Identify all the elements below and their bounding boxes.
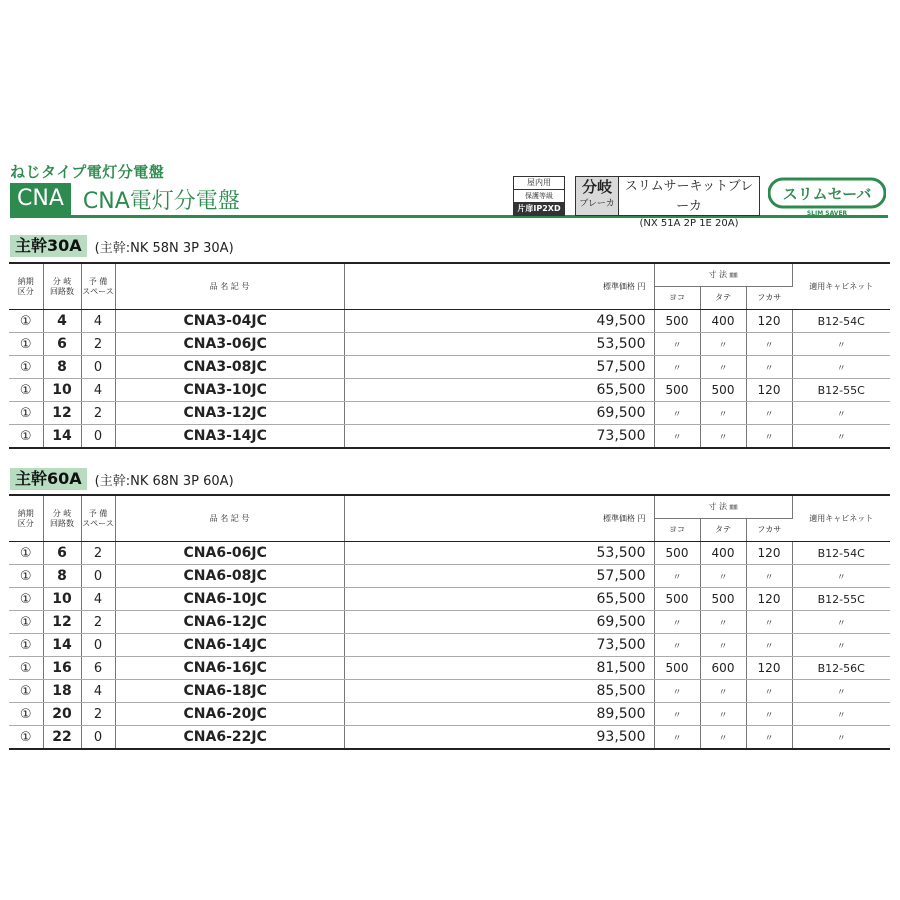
table-row — [9, 611, 890, 634]
yoko-cell: 〃 — [654, 356, 700, 379]
table-row — [9, 634, 890, 657]
table-row — [9, 310, 890, 333]
col-price: 標準価格 円 — [344, 495, 654, 542]
fukasa-cell: 120 — [746, 379, 792, 402]
price-cell: 65,500 — [344, 379, 654, 402]
yoko-cell: 〃 — [654, 565, 700, 588]
yoko-cell: 〃 — [654, 680, 700, 703]
yoko-cell: 〃 — [654, 611, 700, 634]
table-row — [9, 333, 890, 356]
fukasa-cell: 120 — [746, 657, 792, 680]
spare-cell: 4 — [81, 680, 115, 703]
price-cell: 85,500 — [344, 680, 654, 703]
branches-cell: 14 — [43, 634, 81, 657]
branches-cell: 12 — [43, 402, 81, 425]
model-cell: CNA6-12JC — [115, 611, 344, 634]
spare-cell: 0 — [81, 726, 115, 750]
cabinet-cell: 〃 — [792, 703, 890, 726]
tate-cell: 〃 — [700, 703, 746, 726]
branches-cell: 14 — [43, 425, 81, 449]
delivery-cell: ① — [9, 565, 43, 588]
tate-cell: 〃 — [700, 634, 746, 657]
cabinet-cell: 〃 — [792, 634, 890, 657]
cabinet-cell: 〃 — [792, 425, 890, 449]
yoko-cell: 〃 — [654, 703, 700, 726]
cabinet-cell: B12-54C — [792, 310, 890, 333]
tate-cell: 〃 — [700, 565, 746, 588]
branches-cell: 6 — [43, 333, 81, 356]
branch-label: 分岐 — [581, 178, 612, 196]
model-cell: CNA3-14JC — [115, 425, 344, 449]
main-breaker-spec: (主幹:NK 58N 3P 30A) — [94, 240, 234, 256]
series-badge: CNA — [10, 183, 71, 215]
delivery-cell: ① — [9, 634, 43, 657]
table-body — [9, 542, 890, 750]
col-delivery: 納期 区分 — [9, 495, 43, 542]
cabinet-cell: B12-56C — [792, 657, 890, 680]
fukasa-cell: 〃 — [746, 356, 792, 379]
breaker-name: スリムサーキットブレーカ — [624, 179, 754, 214]
fukasa-cell: 120 — [746, 588, 792, 611]
col-yoko: ヨコ — [654, 287, 700, 310]
indoor-label: 屋内用 — [527, 178, 551, 187]
section-badge: 主幹60A — [10, 468, 87, 490]
fukasa-cell: 〃 — [746, 726, 792, 750]
delivery-cell: ① — [9, 379, 43, 402]
yoko-cell: 500 — [654, 379, 700, 402]
table-row — [9, 565, 890, 588]
fukasa-cell: 〃 — [746, 703, 792, 726]
spare-cell: 0 — [81, 356, 115, 379]
col-tate: タテ — [700, 287, 746, 310]
fukasa-cell: 〃 — [746, 425, 792, 449]
table-row — [9, 356, 890, 379]
tate-cell: 〃 — [700, 333, 746, 356]
section-header-60a — [10, 468, 234, 490]
logo-text: スリムセーバ — [782, 185, 872, 203]
col-cabinet: 適用キャビネット — [792, 263, 890, 310]
spare-cell: 2 — [81, 703, 115, 726]
yoko-cell: 500 — [654, 542, 700, 565]
model-cell: CNA6-16JC — [115, 657, 344, 680]
tate-cell: 〃 — [700, 680, 746, 703]
table-row — [9, 425, 890, 449]
breaker-label: ブレーカ — [579, 199, 615, 209]
branches-cell: 12 — [43, 611, 81, 634]
spare-cell: 4 — [81, 310, 115, 333]
model-cell: CNA6-18JC — [115, 680, 344, 703]
col-fukasa: フカサ — [746, 519, 792, 542]
col-yoko: ヨコ — [654, 519, 700, 542]
col-dimensions: 寸 法 ㎜ — [654, 495, 792, 519]
logo-subtext: SLIM SAVER — [806, 210, 848, 216]
table-row — [9, 680, 890, 703]
delivery-cell: ① — [9, 726, 43, 750]
delivery-cell: ① — [9, 657, 43, 680]
col-tate: タテ — [700, 519, 746, 542]
model-cell: CNA3-08JC — [115, 356, 344, 379]
spec-table-30a — [9, 262, 890, 449]
price-cell: 93,500 — [344, 726, 654, 750]
table-row — [9, 542, 890, 565]
model-cell: CNA3-12JC — [115, 402, 344, 425]
cabinet-cell: 〃 — [792, 333, 890, 356]
branches-cell: 18 — [43, 680, 81, 703]
branches-cell: 10 — [43, 588, 81, 611]
branches-cell: 20 — [43, 703, 81, 726]
section-badge: 主幹30A — [10, 235, 87, 257]
model-cell: CNA3-10JC — [115, 379, 344, 402]
table-row — [9, 726, 890, 750]
model-cell: CNA6-22JC — [115, 726, 344, 750]
tate-cell: 400 — [700, 310, 746, 333]
yoko-cell: 500 — [654, 310, 700, 333]
delivery-cell: ① — [9, 542, 43, 565]
col-model: 品 名 記 号 — [115, 263, 344, 310]
cabinet-cell: 〃 — [792, 565, 890, 588]
table-row — [9, 588, 890, 611]
main-breaker-spec: (主幹:NK 68N 3P 60A) — [94, 473, 234, 489]
delivery-cell: ① — [9, 703, 43, 726]
cabinet-cell: 〃 — [792, 356, 890, 379]
tate-cell: 600 — [700, 657, 746, 680]
spare-cell: 2 — [81, 611, 115, 634]
col-branches: 分 岐 回路数 — [43, 495, 81, 542]
col-dimensions: 寸 法 ㎜ — [654, 263, 792, 287]
price-cell: 89,500 — [344, 703, 654, 726]
delivery-cell: ① — [9, 588, 43, 611]
table-row — [9, 657, 890, 680]
model-cell: CNA3-04JC — [115, 310, 344, 333]
fukasa-cell: 〃 — [746, 611, 792, 634]
branches-cell: 8 — [43, 565, 81, 588]
tate-cell: 〃 — [700, 425, 746, 449]
delivery-cell: ① — [9, 425, 43, 449]
yoko-cell: 〃 — [654, 634, 700, 657]
model-cell: CNA6-20JC — [115, 703, 344, 726]
tate-cell: 〃 — [700, 726, 746, 750]
yoko-cell: 〃 — [654, 425, 700, 449]
cabinet-cell: 〃 — [792, 726, 890, 750]
price-cell: 53,500 — [344, 333, 654, 356]
title-row — [10, 183, 240, 215]
cabinet-cell: 〃 — [792, 680, 890, 703]
cabinet-cell: B12-54C — [792, 542, 890, 565]
delivery-cell: ① — [9, 680, 43, 703]
delivery-cell: ① — [9, 611, 43, 634]
cabinet-cell: B12-55C — [792, 379, 890, 402]
table-header — [9, 495, 890, 542]
branch-breaker-box — [575, 176, 760, 229]
tate-cell: 500 — [700, 588, 746, 611]
branches-cell: 22 — [43, 726, 81, 750]
col-spare: 予 備 スペース — [81, 495, 115, 542]
spare-cell: 4 — [81, 379, 115, 402]
price-cell: 53,500 — [344, 542, 654, 565]
spare-cell: 0 — [81, 565, 115, 588]
table-body — [9, 310, 890, 449]
fukasa-cell: 〃 — [746, 634, 792, 657]
col-model: 品 名 記 号 — [115, 495, 344, 542]
tate-cell: 〃 — [700, 611, 746, 634]
branches-cell: 4 — [43, 310, 81, 333]
fukasa-cell: 〃 — [746, 680, 792, 703]
branches-cell: 16 — [43, 657, 81, 680]
fukasa-cell: 〃 — [746, 565, 792, 588]
page-title: CNA電灯分電盤 — [82, 188, 240, 214]
fukasa-cell: 120 — [746, 542, 792, 565]
yoko-cell: 500 — [654, 588, 700, 611]
delivery-cell: ① — [9, 310, 43, 333]
branch-label-cell — [576, 177, 619, 215]
section-header-30a — [10, 235, 234, 257]
delivery-cell: ① — [9, 333, 43, 356]
price-cell: 69,500 — [344, 611, 654, 634]
price-cell: 57,500 — [344, 356, 654, 379]
slim-saver-logo — [768, 176, 886, 216]
price-cell: 57,500 — [344, 565, 654, 588]
branches-cell: 6 — [43, 542, 81, 565]
spare-cell: 2 — [81, 402, 115, 425]
cabinet-cell: 〃 — [792, 402, 890, 425]
spec-table-60a — [9, 494, 890, 750]
breaker-spec: (NX 51A 2P 1E 20A) — [639, 218, 739, 229]
model-cell: CNA6-14JC — [115, 634, 344, 657]
col-branches: 分 岐 回路数 — [43, 263, 81, 310]
fukasa-cell: 〃 — [746, 333, 792, 356]
spare-cell: 2 — [81, 542, 115, 565]
breaker-info-cell — [619, 177, 759, 229]
tate-cell: 〃 — [700, 356, 746, 379]
model-cell: CNA6-10JC — [115, 588, 344, 611]
fukasa-cell: 〃 — [746, 402, 792, 425]
price-cell: 49,500 — [344, 310, 654, 333]
spare-cell: 2 — [81, 333, 115, 356]
table-row — [9, 703, 890, 726]
yoko-cell: 〃 — [654, 402, 700, 425]
spare-cell: 0 — [81, 425, 115, 449]
tate-cell: 〃 — [700, 402, 746, 425]
model-cell: CNA3-06JC — [115, 333, 344, 356]
ip-rating: 片扉IP2XD — [514, 203, 564, 215]
spare-cell: 6 — [81, 657, 115, 680]
table-header — [9, 263, 890, 310]
spare-cell: 4 — [81, 588, 115, 611]
col-fukasa: フカサ — [746, 287, 792, 310]
spare-cell: 0 — [81, 634, 115, 657]
model-cell: CNA6-06JC — [115, 542, 344, 565]
branches-cell: 10 — [43, 379, 81, 402]
delivery-cell: ① — [9, 356, 43, 379]
col-delivery: 納期 区分 — [9, 263, 43, 310]
price-cell: 69,500 — [344, 402, 654, 425]
tate-cell: 500 — [700, 379, 746, 402]
table-row — [9, 379, 890, 402]
yoko-cell: 500 — [654, 657, 700, 680]
price-cell: 65,500 — [344, 588, 654, 611]
table-row — [9, 402, 890, 425]
protection-label: 保護等級 — [514, 189, 564, 203]
col-spare: 予 備 スペース — [81, 263, 115, 310]
col-cabinet: 適用キャビネット — [792, 495, 890, 542]
fukasa-cell: 120 — [746, 310, 792, 333]
branches-cell: 8 — [43, 356, 81, 379]
delivery-cell: ① — [9, 402, 43, 425]
price-cell: 73,500 — [344, 634, 654, 657]
price-cell: 73,500 — [344, 425, 654, 449]
yoko-cell: 〃 — [654, 726, 700, 750]
cabinet-cell: B12-55C — [792, 588, 890, 611]
price-cell: 81,500 — [344, 657, 654, 680]
cabinet-cell: 〃 — [792, 611, 890, 634]
col-price: 標準価格 円 — [344, 263, 654, 310]
model-cell: CNA6-08JC — [115, 565, 344, 588]
indoor-rating-box — [513, 176, 565, 216]
series-subtitle: ねじタイプ電灯分電盤 — [10, 163, 165, 181]
yoko-cell: 〃 — [654, 333, 700, 356]
tate-cell: 400 — [700, 542, 746, 565]
